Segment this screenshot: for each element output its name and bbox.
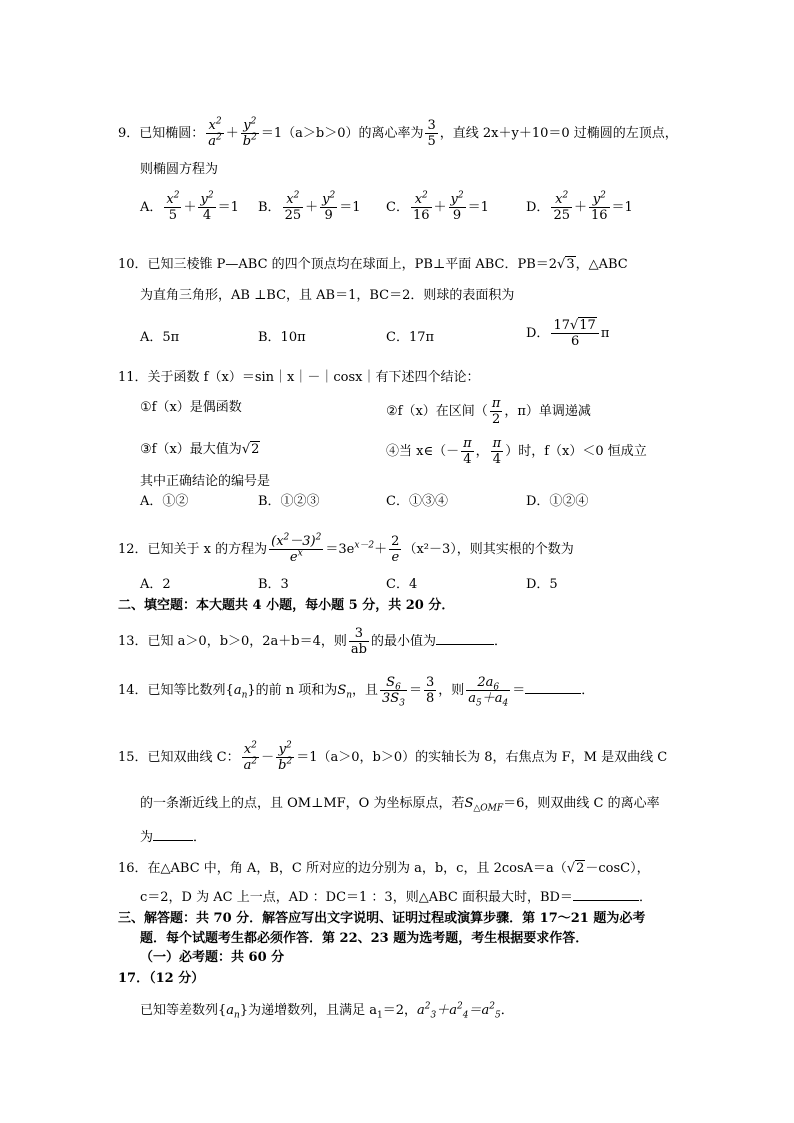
q17-title: 17．（12 分）: [118, 971, 205, 986]
q9-option-a: A． $\frac{x^2}{5}$ ＋ $\frac{y^2}{4}$ ＝1: [140, 190, 239, 223]
q9-line2: 则椭圆方程为: [140, 162, 219, 177]
q9-option-b: B． $\frac{x^2}{25}$ ＋ $\frac{y^2}{9}$ ＝1: [258, 190, 361, 223]
q12-option-c: C．4: [386, 577, 418, 592]
q12-option-a: A．2: [140, 577, 171, 592]
q11-line1: 11．关于函数 f（x）＝sin｜x｜－｜cosx｜有下述四个结论：: [118, 370, 480, 385]
q15-answer-blank[interactable]: [153, 828, 193, 841]
q15-line1: 15．已知双曲线 C： $\frac{x^2}{a^2}$ － $\frac{y^2}{b^2}$ ＝1（a＞0，b＞0）的实轴长为 8，右焦点为 F，M 是双曲线 C: [118, 740, 668, 773]
q11-conclusion-4: ④当 x∈（－ $\frac{\pi}{4}$ ， $\frac{\pi}{4}$ ）时，f（x）＜0 恒成立: [386, 436, 647, 467]
q9-eccentricity: $\frac{3}{5}$: [427, 118, 436, 149]
q10-line2: 为直角三角形，AB ⊥BC，且 AB＝1，BC＝2．则球的表面积为: [140, 288, 515, 303]
q11-conclusion-1: ①f（x）是偶函数: [140, 400, 242, 415]
sqrt-3: √3: [557, 257, 575, 272]
section-2-heading: 二、填空题：本大题共 4 小题，每小题 5 分，共 20 分．: [118, 598, 455, 613]
q13-answer-blank[interactable]: [436, 632, 494, 645]
q9-ellipse-x-term: $\frac{x^2}{a^2}$: [208, 116, 222, 149]
q9-ellipse-y-term: $\frac{y^2}{b^2}$: [242, 116, 257, 149]
q16-line1: 16．在△ABC 中，角 A，B，C 所对应的边分别为 a，b，c，且 2cosA＝a（√2－cosC），: [118, 861, 650, 876]
q9-option-c: C． $\frac{x^2}{16}$ ＋ $\frac{y^2}{9}$ ＝1: [386, 190, 489, 223]
q15-line3: 为 ．: [140, 830, 207, 845]
q10-line1: 10．已知三棱锥 P—ABC 的四个顶点均在球面上，PB⊥平面 ABC．PB＝2√3，△ABC: [118, 257, 628, 272]
q11-option-a: A．①②: [140, 494, 189, 509]
q10-option-d: D． $\frac{17√17}{6}$ π: [526, 318, 610, 349]
q12-option-d: D．5: [526, 577, 558, 592]
q12-option-b: B．3: [258, 577, 289, 592]
q16-answer-blank[interactable]: [573, 888, 639, 901]
q11-option-d: D．①②④: [526, 494, 589, 509]
section-3-subheading: （一）必考题：共 60 分: [140, 950, 285, 965]
q12-line1: 12．已知关于 x 的方程为 $\frac{(x^2-3)^2}{e^x}$ $=3e^{x-2}+$ $\frac{2}{e}$ （x²－3），则其实根的个数为: [118, 532, 574, 565]
q11-option-c: C．①③④: [386, 494, 448, 509]
q10-option-c: C．17π: [386, 330, 435, 345]
q9-option-d: D． $\frac{x^2}{25}$ ＋ $\frac{y^2}{16}$ ＝1: [526, 190, 633, 223]
q15-line2: 的一条渐近线上的点，且 OM⊥MF，O 为坐标原点，若$S_{\triangle OMF}=6$，则双曲线 C 的离心率: [140, 796, 660, 814]
q11-option-b: B．①②③: [258, 494, 320, 509]
q17-line1: 已知等差数列$\{a_n\}$为递增数列，且满足 $a_1=2$，$a^2_3+a^2_4=a^2_5$．: [140, 1001, 514, 1021]
q11-line4: 其中正确结论的编号是: [140, 474, 271, 489]
q10-option-a: A．5π: [140, 330, 180, 345]
q16-line2: c＝2，D 为 AC 上一点，AD ：DC＝1 ：3，则△ABC 面积最大时，BD＝ ．: [140, 890, 652, 905]
q9-line1: 9．已知椭圆： $\frac{x^2}{a^2}$ ＋ $\frac{y^2}{b^2}$ ＝1（a＞b＞0）的离心率为 $\frac{3}{5}$ ，直线 2x＋y＋10＝0 过椭圆的左顶点，: [118, 116, 678, 149]
q11-conclusion-2: ②f（x）在区间（ $\frac{\pi}{2}$ ，π）单调递减: [386, 396, 591, 427]
section-3-heading-line2: 题．每个试题考生都必须作答．第 22、23 题为选考题，考生根据要求作答．: [140, 931, 589, 946]
section-3-heading: 三、解答题：共 70 分．解答应写出文字说明、证明过程或演算步骤．第 17～21 题为必考: [118, 911, 646, 926]
q13-line: 13．已知 a＞0，b＞0，2a＋b＝4，则 $\frac{3}{ab}$ 的最小值为 ．: [118, 626, 508, 657]
q10-option-b: B．10π: [258, 330, 306, 345]
q11-conclusion-3: ③f（x）最大值为√2: [140, 442, 260, 457]
q14-line: 14．已知等比数列$\{a_n\}$的前 n 项和为$S_n$，且 $\frac{S_6}{3S_3}$ ＝ $\frac{3}{8}$ ，则 $\frac{2a_6}{a_5+a_4}$ ＝ ．: [118, 675, 595, 709]
q14-answer-blank[interactable]: [525, 681, 581, 694]
